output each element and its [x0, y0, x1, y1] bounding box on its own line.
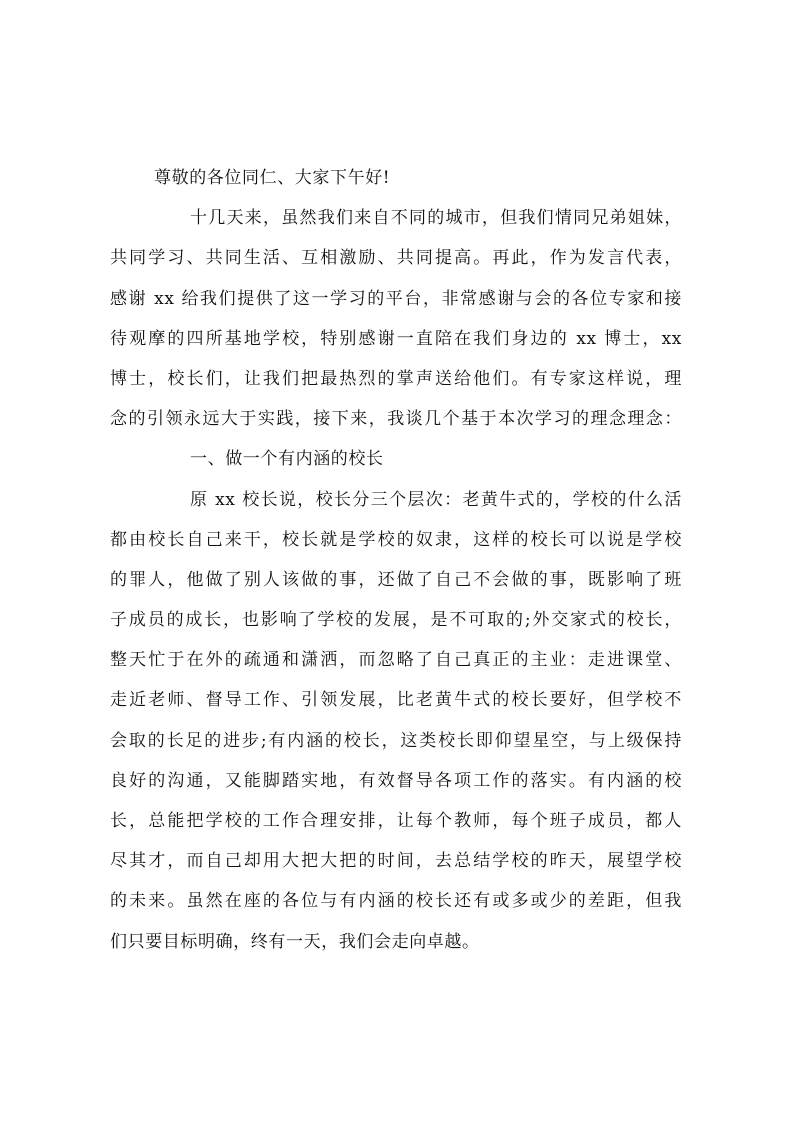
paragraph-line: 子成员的成长，也影响了学校的发展，是不可取的;外交家式的校长， — [110, 610, 682, 631]
paragraph-line: 原 xx 校长说，校长分三个层次：老黄牛式的，学校的什么活 — [190, 489, 682, 510]
paragraph-line: 长，总能把学校的工作合理安排，让每个教师，每个班子成员，都人 — [110, 811, 682, 831]
paragraph-line: 的未来。虽然在座的各位与有内涵的校长还有或多或少的差距，但我 — [110, 891, 682, 912]
paragraph-line: 们只要目标明确，终有一天，我们会走向卓越。 — [110, 931, 480, 952]
paragraph-line: 会取的长足的进步;有内涵的校长，这类校长即仰望星空，与上级保持 — [110, 730, 682, 751]
paragraph-line: 感谢 xx 给我们提供了这一学习的平台，非常感谢与会的各位专家和接 — [110, 288, 682, 309]
paragraph-line: 走近老师、督导工作、引领发展，比老黄牛式的校长要好，但学校不 — [110, 690, 682, 711]
intro-paragraph — [110, 198, 682, 439]
paragraph-line: 十几天来，虽然我们来自不同的城市，但我们情同兄弟姐妹， — [190, 208, 682, 229]
paragraph-line: 尽其才，而自己却用大把大把的时间，去总结学校的昨天，展望学校 — [110, 851, 682, 872]
paragraph-line: 都由校长自己来干，校长就是学校的奴隶，这样的校长可以说是学校 — [110, 529, 682, 550]
paragraph-line: 共同学习、共同生活、互相激励、共同提高。再此，作为发言代表， — [110, 248, 682, 269]
section-heading: 一、做一个有内涵的校长 — [190, 449, 384, 470]
section-paragraph — [110, 480, 682, 962]
paragraph-line: 念的引领永远大于实践，接下来，我谈几个基于本次学习的理念理念： — [110, 409, 682, 430]
document-page — [110, 158, 682, 962]
paragraph-line: 良好的沟通，又能脚踏实地，有效督导各项工作的落实。有内涵的校 — [110, 770, 682, 791]
paragraph-line: 待观摩的四所基地学校，特别感谢一直陪在我们身边的 xx 博士，xx — [110, 328, 682, 349]
paragraph-line: 博士，校长们，让我们把最热烈的掌声送给他们。有专家这样说，理 — [110, 368, 682, 389]
greeting-line: 尊敬的各位同仁、大家下午好! — [154, 168, 391, 188]
paragraph-line: 的罪人，他做了别人该做的事，还做了自己不会做的事，既影响了班 — [110, 569, 682, 590]
paragraph-line: 整天忙于在外的疏通和潇洒，而忽略了自己真正的主业：走进课堂、 — [110, 650, 682, 671]
